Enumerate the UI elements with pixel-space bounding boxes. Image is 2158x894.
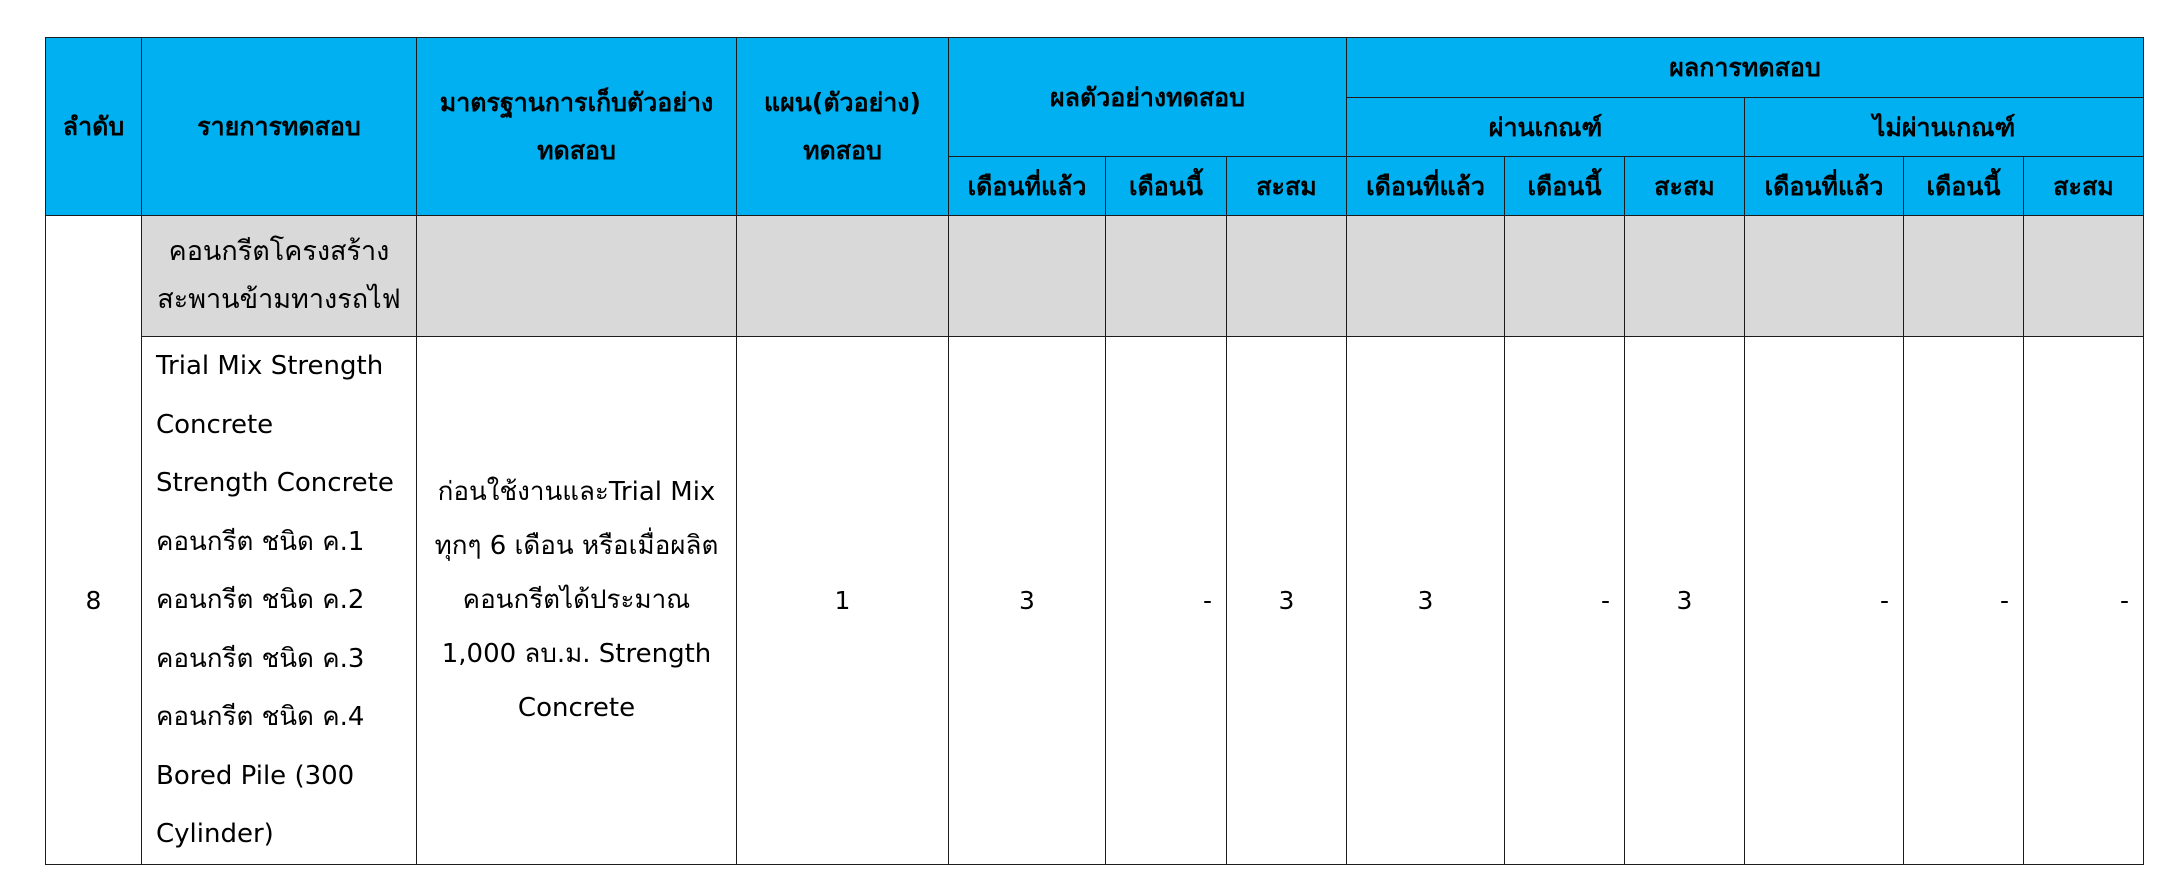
header-fail: ไม่ผ่านเกณฑ์ (1745, 98, 2144, 157)
category-blank-cell (1904, 216, 2024, 337)
row-seq: 8 (46, 337, 142, 865)
row-pass-cumulative: 3 (1625, 337, 1745, 865)
row-samples-this-month: - (1106, 337, 1227, 865)
header-item: รายการทดสอบ (142, 38, 417, 216)
row-samples-last-month: 3 (949, 337, 1106, 865)
header-pass-this-month: เดือนนี้ (1505, 157, 1625, 216)
header-pass-cumulative: สะสม (1625, 157, 1745, 216)
row-pass-last-month: 3 (1347, 337, 1505, 865)
standard-line: ก่อนใช้งานและTrial Mix (437, 477, 716, 508)
list-item: คอนกรีต ชนิด ค.1 (156, 526, 365, 557)
header-plan (737, 38, 949, 216)
row-fail-last-month: - (1745, 337, 1904, 865)
category-blank-cell (1347, 216, 1505, 337)
header-plan-line2: ทดสอบ (803, 135, 882, 165)
row-samples-cumulative: 3 (1227, 337, 1347, 865)
list-item: Trial Mix Strength (156, 351, 384, 381)
header-pass-last-month: เดือนที่แล้ว (1347, 157, 1505, 216)
row-standard-cell (417, 337, 737, 865)
test-results-table (45, 37, 2144, 865)
header-plan-line1: แผน(ตัวอย่าง) (764, 87, 921, 117)
header-standard-line1: มาตรฐานการเก็บตัวอย่าง (439, 87, 714, 117)
header-fail-cumulative: สะสม (2024, 157, 2144, 216)
list-item: Concrete (156, 409, 274, 440)
table-row (46, 337, 2144, 865)
header-standard (417, 38, 737, 216)
header-samples-cumulative: สะสม (1227, 157, 1347, 216)
header-samples-last-month: เดือนที่แล้ว (949, 157, 1106, 216)
header-fail-last-month: เดือนที่แล้ว (1745, 157, 1904, 216)
row-fail-this-month: - (1904, 337, 2024, 865)
header-seq: ลำดับ (46, 38, 142, 216)
test-item-list (142, 337, 416, 864)
list-item: Bored Pile (300 (156, 760, 355, 791)
standard-line: คอนกรีตได้ประมาณ (462, 585, 691, 616)
list-item: คอนกรีต ชนิด ค.2 (156, 585, 365, 615)
row-pass-this-month: - (1505, 337, 1625, 865)
category-blank-cell (1227, 216, 1347, 337)
row-plan: 1 (737, 337, 949, 865)
header-sample-results: ผลตัวอย่างทดสอบ (949, 38, 1347, 157)
category-blank-cell (737, 216, 949, 337)
category-blank-cell (1625, 216, 1745, 337)
category-blank-cell (1505, 216, 1625, 337)
category-blank-cell (1106, 216, 1227, 337)
category-blank-cell (949, 216, 1106, 337)
list-item: Cylinder) (156, 819, 274, 849)
standard-line: Concrete (517, 693, 636, 724)
category-blank-cell (417, 216, 737, 337)
standard-line: ทุกๆ 6 เดือน หรือเมื่อผลิต (434, 531, 719, 562)
category-blank-cell (1745, 216, 1904, 337)
row-items-cell (142, 337, 417, 865)
category-line2: สะพานข้ามทางรถไฟ (157, 284, 401, 315)
category-cell (142, 216, 417, 337)
standard-line: 1,000 ลบ.ม. Strength (441, 639, 712, 670)
category-row (46, 216, 2144, 337)
header-standard-line2: ทดสอบ (537, 135, 616, 165)
list-item: Strength Concrete (156, 468, 394, 498)
header-pass: ผ่านเกณฑ์ (1347, 98, 1745, 157)
category-line1: คอนกรีตโครงสร้าง (168, 236, 390, 267)
row-fail-cumulative: - (2024, 337, 2144, 865)
header-fail-this-month: เดือนนี้ (1904, 157, 2024, 216)
header-test-results: ผลการทดสอบ (1347, 38, 2144, 98)
header-samples-this-month: เดือนนี้ (1106, 157, 1227, 216)
category-seq-cell (46, 216, 142, 337)
category-blank-cell (2024, 216, 2144, 337)
list-item: คอนกรีต ชนิด ค.4 (156, 702, 365, 732)
list-item: คอนกรีต ชนิด ค.3 (156, 643, 365, 674)
